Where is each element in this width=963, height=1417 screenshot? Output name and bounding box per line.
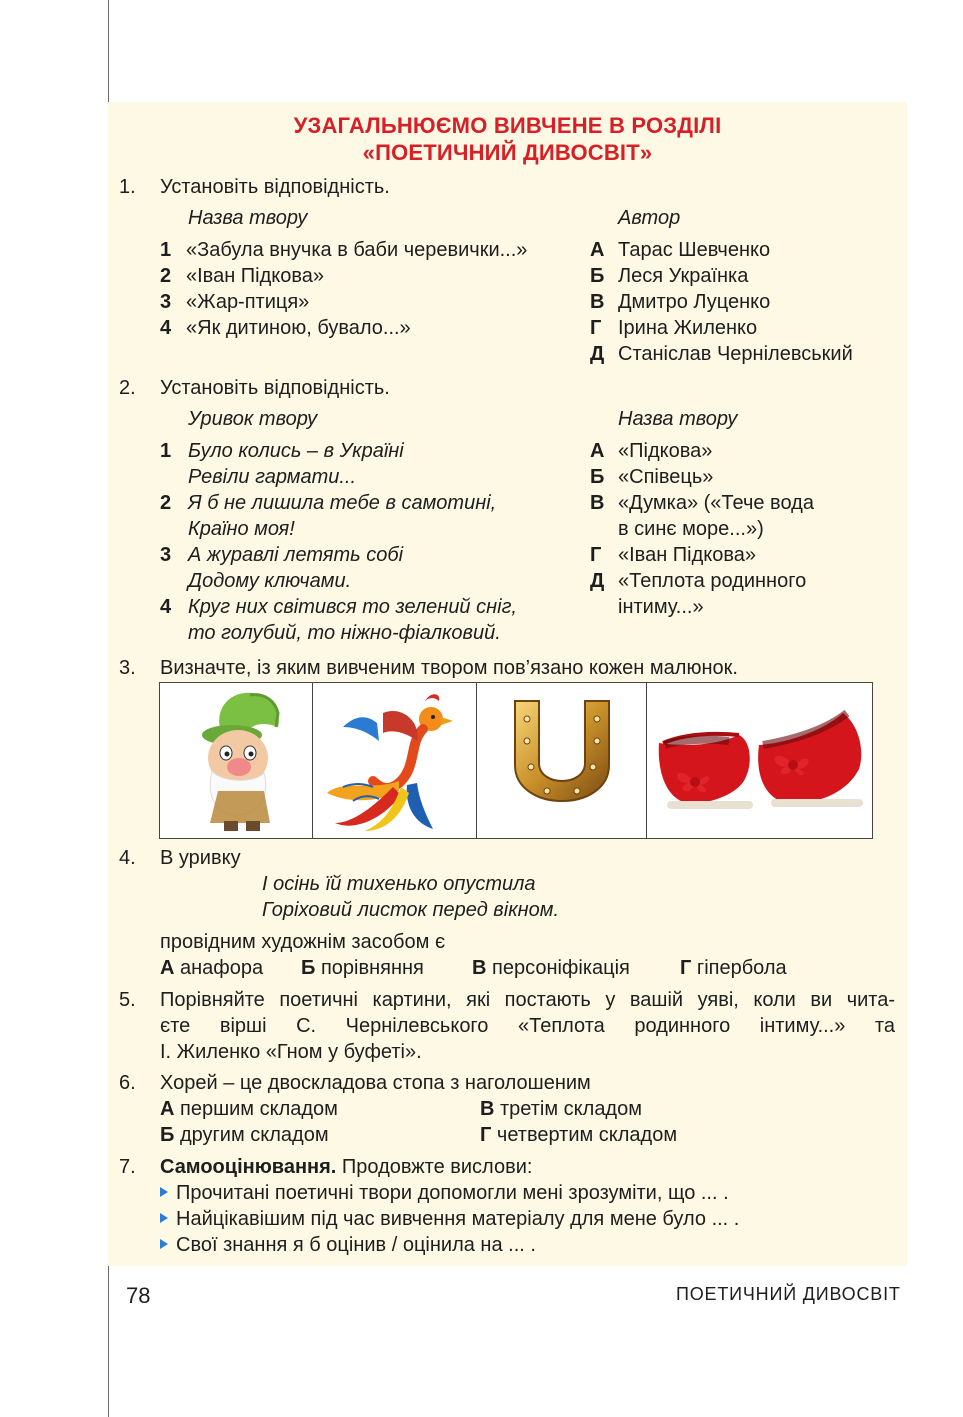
q1-right-item: Дмитро Луценко [618,291,771,313]
q2-excerpt-line: Я б не лишила тебе в самотині, [188,492,497,514]
q4-text: В уривку [160,847,241,869]
margin-line-bottom [108,1266,109,1417]
q1-right-item: Ірина Жиленко [618,317,758,339]
q5-number: 5. [119,989,136,1011]
q2-excerpt-line: Країно моя! [188,518,295,540]
q6-option [480,1096,642,1122]
q1-left-item: «Забула внучка в баби черевички...» [186,239,528,261]
q7-bullet-text: Свої знання я б оцінив / оцінила на ... . [176,1234,536,1256]
q4-option-letter: В [472,957,487,979]
q1-right-item: Леся Українка [618,265,749,287]
q6-option [160,1122,329,1148]
q4-option-text: гіпербола [696,957,787,979]
q6-option-text: четвертим складом [496,1124,678,1146]
q2-left-num: 3 [160,544,172,566]
running-section-title: ПОЕТИЧНИЙ ДИВОСВІТ [676,1284,901,1304]
q2-number: 2. [119,377,136,399]
q2-right-item: «Підкова» [618,440,713,462]
q1-right-letter: Г [590,317,602,339]
picture-cell-firebird [313,683,477,838]
q2-right-item: «Іван Підкова» [618,544,757,566]
q3-text: Визначте, із яким вивченим твором пов’язано кожен малюнок. [160,657,738,679]
red-shoes-image [647,683,872,838]
q1-text: Установіть відповідність. [160,176,390,198]
q3-number: 3. [119,657,136,679]
q5-line: єте вірші С. Чернілевського «Теплота родинного інтиму...» та [160,1015,895,1037]
bullet-triangle-icon [160,1187,168,1197]
q1-left-item: «Як дитиною, бувало...» [186,317,411,339]
bullet-triangle-icon [160,1239,168,1249]
q7-bullet [160,1232,536,1258]
q7-text-rest: Продовжте вислови: [336,1156,533,1178]
q2-excerpt-line: Ревіли гармати... [188,466,357,488]
q1-right-letter: Д [590,343,605,365]
q4-text2: провідним художнім засобом є [160,931,446,953]
q1-right-header: Автор [618,207,681,229]
picture-cell-horseshoe [477,683,647,838]
gnome-image [160,683,313,838]
q6-option-text: третім складом [500,1098,642,1120]
q2-right-header: Назва твору [618,408,738,430]
q4-option-text: порівняння [320,957,424,979]
q2-right-letter: А [590,440,605,462]
q2-right-item: «Співець» [618,466,714,488]
q7-bullet [160,1180,729,1206]
firebird-image [313,683,477,838]
q1-left-header: Назва твору [188,207,308,229]
section-title-line1: УЗАГАЛЬНЮЄМО ВИВЧЕНЕ В РОЗДІЛІ [293,113,722,138]
q6-text: Хорей – це двоскладова стопа з наголошеним [160,1072,591,1094]
q1-right-letter: В [590,291,605,313]
q7-bullet-text: Найцікавішим під час вивчення матеріалу для мене було ... . [176,1208,740,1230]
q4-option [160,955,263,981]
margin-line-top [108,0,109,102]
q4-option [680,955,787,981]
q1-left-item: «Іван Підкова» [186,265,325,287]
q2-excerpt-line: Було колись – в Україні [188,440,404,462]
q6-option [480,1122,677,1148]
q4-option-letter: Г [680,957,692,979]
q1-left-num: 2 [160,265,172,287]
q5-line: Порівняйте поетичні картини, які постають у вашій уяві, коли ви чита- [160,989,895,1011]
q4-option-letter: Б [301,957,316,979]
q2-excerpt-line: Круг них світився то зелений сніг, [188,596,517,618]
q2-right-item: «Теплота родинного [618,570,807,592]
q6-option-letter: А [160,1098,175,1120]
q1-left-num: 3 [160,291,172,313]
picture-cell-red-shoes [647,683,872,838]
q2-right-item: «Думка» («Тече вода [618,492,814,514]
q2-left-header: Уривок твору [188,408,318,430]
q2-right-item-cont: в синє море...») [618,518,764,540]
q1-left-num: 4 [160,317,172,339]
bullet-triangle-icon [160,1213,168,1223]
q2-left-num: 2 [160,492,172,514]
q4-option [472,955,630,981]
q2-left-num: 1 [160,440,172,462]
picture-table [159,682,873,839]
q6-option-letter: Г [480,1124,492,1146]
q5-line: І. Жиленко «Гном у буфеті». [160,1041,422,1063]
q4-number: 4. [119,847,136,869]
q1-number: 1. [119,176,136,198]
q2-excerpt-line: А журавлі летять собі [188,544,404,566]
q6-number: 6. [119,1072,136,1094]
q4-option [301,955,424,981]
q4-option-text: анафора [180,957,264,979]
q4-quote-line: І осінь їй тихенько опустила [262,873,536,895]
q2-right-letter: Г [590,544,602,566]
q1-right-item: Станіслав Чернілевський [618,343,853,365]
q2-left-num: 4 [160,596,172,618]
horseshoe-image [477,683,647,838]
q6-option-text: другим складом [179,1124,329,1146]
picture-cell-gnome [160,683,313,838]
q4-option-text: персоніфікація [492,957,630,979]
q6-option-text: першим складом [180,1098,338,1120]
q1-right-letter: Б [590,265,605,287]
q4-quote-line: Горіховий листок перед вікном. [262,899,560,921]
q2-excerpt-line: то голубий, то ніжно-фіалковий. [188,622,501,644]
q7-text [160,1154,532,1180]
q2-right-item-cont: інтиму...» [618,596,704,618]
q4-option-letter: А [160,957,175,979]
q7-bullet-text: Прочитані поетичні твори допомогли мені зрозуміти, що ... . [176,1182,729,1204]
q7-bold-label: Самооцінювання. [160,1156,337,1178]
q2-right-letter: Д [590,570,605,592]
q2-excerpt-line: Додому ключами. [188,570,352,592]
q2-right-letter: Б [590,466,605,488]
q6-option-letter: В [480,1098,495,1120]
q1-left-item: «Жар-птиця» [186,291,310,313]
section-title-line2: «ПОЕТИЧНИЙ ДИВОСВІТ» [362,140,653,165]
q6-option-letter: Б [160,1124,175,1146]
q1-right-item: Тарас Шевченко [618,239,771,261]
q2-right-letter: В [590,492,605,514]
q2-text: Установіть відповідність. [160,377,390,399]
q1-right-letter: А [590,239,605,261]
page-number: 78 [126,1283,151,1308]
q7-bullet [160,1206,739,1232]
q1-left-num: 1 [160,239,172,261]
q7-number: 7. [119,1156,136,1178]
q6-option [160,1096,338,1122]
